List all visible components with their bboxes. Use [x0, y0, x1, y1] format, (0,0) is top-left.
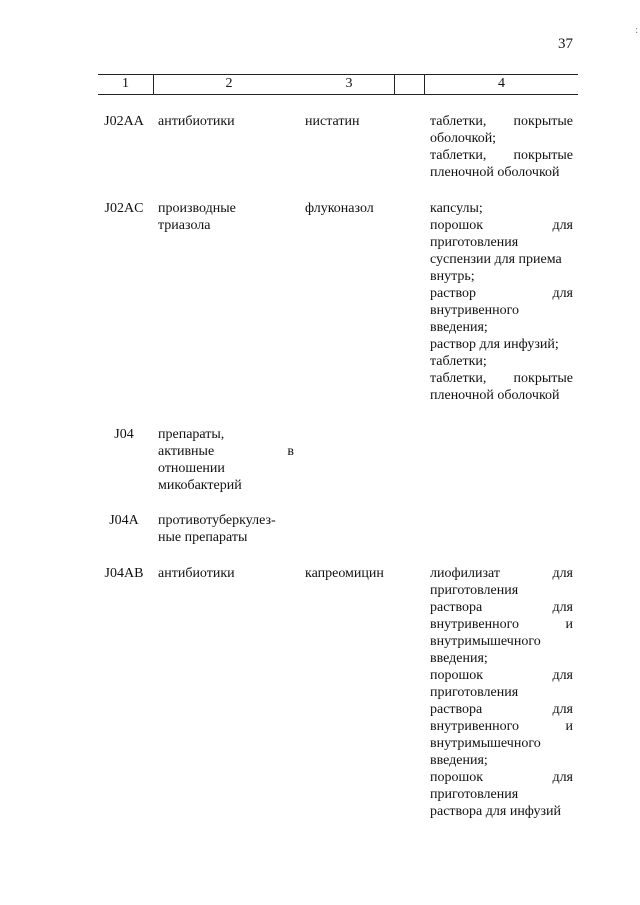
form-line: приготовления [430, 787, 519, 802]
group-line: ные препараты [158, 530, 248, 545]
form-line: порошок для [430, 770, 573, 785]
form-line: внутрь; [430, 269, 475, 284]
group-line: триазола [158, 218, 211, 233]
pharmacological-group [158, 512, 294, 546]
scan-mark: : [635, 25, 638, 36]
group-line: препараты, [158, 427, 225, 442]
form-line: таблетки, покрытые [430, 114, 573, 129]
column-divider [394, 75, 395, 94]
form-line: раствора для [430, 600, 573, 615]
form-line: внутримышечного [430, 736, 541, 751]
page-number: 37 [558, 36, 573, 52]
header-col-1: 1 [122, 76, 129, 91]
form-line: таблетки, покрытые [430, 371, 573, 386]
pharmacological-group [158, 200, 294, 234]
atc-code: J04AB [104, 566, 144, 581]
form-line: раствор для [430, 286, 573, 301]
group-line: отношении [158, 461, 225, 476]
form-line: приготовления [430, 583, 519, 598]
form-line: раствора для инфузий [430, 804, 562, 819]
group-line: активные в [158, 444, 294, 459]
form-line: раствора для [430, 702, 573, 717]
atc-code: J04A [109, 513, 139, 528]
form-line: капсулы; [430, 201, 483, 216]
form-line: порошок для [430, 218, 573, 233]
header-col-3: 3 [345, 76, 353, 91]
form-line: порошок для [430, 668, 573, 683]
form-line: пленочной оболочкой [430, 388, 560, 403]
group-line: производные [158, 201, 236, 216]
form-line: приготовления [430, 235, 519, 250]
group-line: антибиотики [158, 566, 235, 581]
substance-name: флуконазол [305, 201, 374, 216]
form-line: внутривенного и [430, 617, 573, 632]
form-line: пленочной оболочкой [430, 165, 560, 180]
pharmacological-group [158, 565, 294, 582]
substance-name: капреомицин [305, 566, 384, 581]
form-line: введения; [430, 320, 488, 335]
form-line: оболочкой; [430, 131, 497, 146]
form-line: внутримышечного [430, 634, 541, 649]
atc-code: J02AC [104, 201, 144, 216]
group-line: микобактерий [158, 478, 242, 493]
form-line: введения; [430, 753, 488, 768]
atc-code: J02AA [104, 114, 144, 129]
form-line: внутривенного и [430, 719, 573, 734]
form-line: лиофилизат для [430, 566, 573, 581]
form-line: таблетки, покрытые [430, 148, 573, 163]
form-line: приготовления [430, 685, 519, 700]
form-line: раствор для инфузий; [430, 337, 559, 352]
table-header [98, 74, 578, 95]
pharmacological-group [158, 113, 294, 130]
dosage-forms [430, 113, 573, 181]
group-line: антибиотики [158, 114, 235, 129]
form-line: введения; [430, 651, 488, 666]
dosage-forms [430, 565, 573, 820]
substance-name: нистатин [305, 114, 360, 129]
atc-code: J04 [114, 427, 134, 442]
form-line: внутривенного [430, 303, 520, 318]
group-line: противотуберкулез- [158, 513, 276, 528]
form-line: таблетки; [430, 354, 487, 369]
pharmacological-group [158, 426, 294, 494]
header-col-4: 4 [498, 76, 505, 91]
dosage-forms [430, 200, 573, 404]
header-col-2: 2 [225, 76, 233, 91]
form-line: суспензии для приема [430, 252, 562, 267]
